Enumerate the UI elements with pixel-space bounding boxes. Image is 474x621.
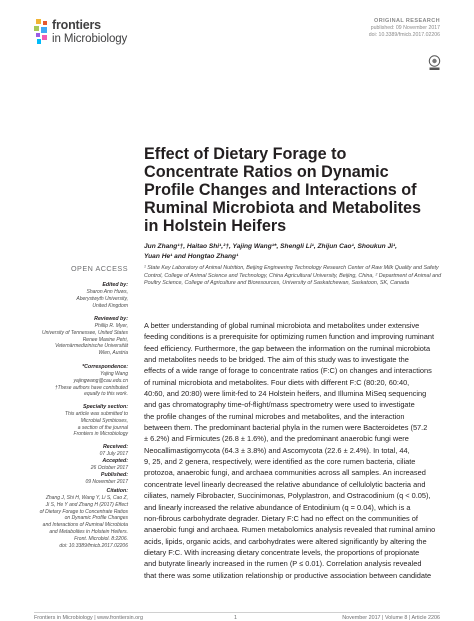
specialty-line: Microbial Symbioses,: [80, 417, 128, 424]
footer-page-number: 1: [234, 615, 237, 621]
citation-line: Zhang J, Shi H, Wang Y, Li S, Cao Z,: [45, 495, 128, 501]
correspondence-line: †These authors have contributed: [54, 384, 128, 391]
article-type: ORIGINAL RESEARCH: [374, 18, 440, 24]
footer-divider: [34, 612, 440, 613]
reviewed-by-block: [0, 316, 128, 357]
correspondence-label: *Correspondence:: [82, 364, 128, 370]
abstract: [144, 320, 444, 581]
open-access-label: OPEN ACCESS: [70, 264, 128, 273]
correspondence-line: Yajing Wang: [100, 371, 128, 377]
affiliation-line: Poultry Science, College of Agriculture and Bioresources, University of Saskatchewan, Saskatoon, SK, Canada: [144, 280, 409, 287]
edited-by-label: Edited by:: [102, 282, 128, 288]
received-date: 07 July 2017: [99, 451, 128, 457]
author-line: Yuan He¹ and Hongtao Zhang¹: [144, 253, 239, 260]
doi-link[interactable]: doi: 10.3389/fmicb.2017.02206: [368, 32, 440, 38]
specialty-line: Frontiers in Microbiology: [73, 431, 128, 438]
citation-line: and Metabolites in Holstein Heifers.: [49, 528, 128, 535]
citation-block: [0, 488, 128, 549]
affiliation-line: ¹ State Key Laboratory of Animal Nutrition, Beijing Engineering Technology Research Center of Raw Milk Quality and Safety: [144, 265, 439, 271]
abstract-line: effects of a wide range of forage to concentrate ratios (F:C) on changes and interactions: [144, 366, 432, 376]
reviewer-line: University of Tennessee, United States: [42, 329, 128, 336]
editor-line: Aberystwyth University,: [76, 295, 128, 302]
abstract-line: dietary F:C. With increasing dietary concentrate levels, the proportions of propionate: [144, 547, 420, 557]
editor-line: United Kingdom: [92, 302, 128, 309]
abstract-line: Neocallimastigomycota (64.3 ± 3.8%) and Ascomycota (22.6 ± 2.4%). In total, 44,: [144, 445, 410, 455]
frontiers-logo-icon: [34, 19, 50, 45]
abstract-line: and butyrate linearly increased in the rumen (P ≤ 0.01). Correlation analysis revealed: [144, 559, 422, 569]
abstract-line: non-fibrous carbohydrate degrader. Dietary F:C had no effect on the communities of: [144, 513, 418, 523]
affiliation-line: Control, College of Animal Science and Technology, China Agricultural University, Beijing, China, ² Department of Animal and: [144, 272, 442, 279]
check-for-updates-icon[interactable]: [428, 55, 441, 71]
abstract-line: and metabolites needs to be bridged. The aim of this study was to investigate the: [144, 355, 409, 365]
reviewer-line: Phillip R. Myer,: [94, 323, 128, 329]
correspondence-block: [0, 364, 128, 398]
dates-block: [0, 444, 128, 485]
abstract-line: ± 6.2%) and Firmicutes (26.8 ± 1.6%), and the predominant anaerobic fungi were: [144, 434, 409, 444]
specialty-line: a section of the journal: [77, 424, 128, 431]
abstract-line: 40:60, and 20:80) were limit-fed to 24 Holstein heifers, and Illumina MiSeq sequencing: [144, 389, 427, 399]
specialty-block: [0, 404, 128, 438]
reviewer-line: Renee Maxine Petri,: [82, 336, 128, 343]
reviewer-line: Wien, Austria: [98, 350, 128, 357]
abstract-line: that there was some utilization relationship or productive association between candidate: [144, 570, 432, 580]
title-line: Effect of Dietary Forage to: [144, 145, 347, 163]
citation-line: and Interactions of Ruminal Microbiota: [42, 522, 128, 529]
abstract-line: A better understanding of global ruminal microbiota and metabolites under extensive: [144, 321, 420, 330]
author-line: Jun Zhang¹†, Haitao Shi¹,²†, Yajing Wang¹*, Shengli Li¹, Zhijun Cao¹, Shoukun Ji¹,: [144, 243, 398, 250]
article-meta: [280, 18, 440, 39]
citation-line: Ji S, He Y and Zhang H (2017) Effect: [45, 501, 128, 508]
accepted-label: Accepted:: [102, 457, 128, 464]
logo-journal-name: in Microbiology: [52, 33, 128, 45]
affiliations: [144, 265, 444, 288]
abstract-line: between them. The predominant bacterial phyla in the rumen were Bacteroidetes (57.2: [144, 423, 428, 433]
abstract-line: acids, lipids, organic acids, and carbohydrates were altered significantly by altering the: [144, 536, 427, 546]
correspondence-line: equally to this work.: [84, 391, 128, 398]
abstract-line: feed efficiency. Furthermore, the gap between the information on the ruminal microbiota: [144, 343, 431, 353]
abstract-line: ciliates, namely Fibrobacter, Succinimonas, Polyplastron, and Ostracodinium (q < 0.05),: [144, 491, 431, 501]
author-list: [144, 242, 444, 262]
abstract-line: feeding conditions is a prerequisite for optimizing rumen function and improving ruminant: [144, 332, 435, 342]
reviewer-line: Veternärmedizinische Universität: [55, 343, 128, 350]
frontiers-logo[interactable]: [34, 16, 146, 50]
footer-journal-link[interactable]: Frontiers in Microbiology | www.frontiersin.org: [34, 615, 143, 621]
logo-wordmark: frontiers: [52, 18, 101, 32]
title-line: in Holstein Heifers: [144, 217, 287, 235]
footer-issue: November 2017 | Volume 8 | Article 2206: [342, 615, 440, 621]
abstract-line: anaerobic fungi and archaea. Rumen metabolomics analysis revealed that ruminal amino: [144, 525, 436, 535]
accepted-date: 26 October 2017: [90, 464, 128, 471]
abstract-line: of ruminal microbiota and metabolites. Four diets with different F:C (80:20, 60:40,: [144, 377, 410, 387]
abstract-line: protozoa, anaerobic fungi, and archaea communities across all samples. An increased: [144, 468, 426, 478]
abstract-line: the profile changes of the ruminal microbes and metabolites, and the interaction: [144, 411, 405, 421]
specialty-label: Specialty section:: [82, 404, 128, 410]
citation-line: on Dynamic Profile Changes: [64, 515, 128, 522]
citation-doi[interactable]: doi: 10.3389/fmicb.2017.02206: [59, 542, 128, 549]
abstract-line: and linearly increased the relative abundance of Entodinium (q = 0.04), which is a: [144, 502, 411, 512]
specialty-line: This article was submitted to: [64, 411, 128, 417]
citation-line: of Dietary Forage to Concentrate Ratios: [39, 508, 128, 515]
citation-label: Citation:: [106, 488, 128, 494]
citation-line: Front. Microbiol. 8:2206.: [74, 535, 128, 542]
published-date: published: 09 November 2017: [370, 25, 440, 31]
article-title: [144, 145, 444, 235]
title-line: Ruminal Microbiota and Metabolites: [144, 199, 422, 217]
editor-line: Sharon Ann Huws,: [86, 289, 128, 295]
title-line: Profile Changes and Interactions of: [144, 181, 417, 199]
abstract-line: concentrate level linearly decreased the relative abundance of cellulolytic bacteria and: [144, 479, 426, 489]
abstract-line: 9, 25, and 2 genera, respectively, were identified as the core rumen bacteria, ciliate: [144, 457, 416, 467]
published-label: Published:: [100, 471, 128, 478]
title-line: Concentrate Ratios on Dynamic: [144, 163, 389, 181]
published-date-sidebar: 09 November 2017: [85, 478, 128, 485]
edited-by-block: [0, 282, 128, 309]
received-label: Received:: [102, 444, 128, 450]
abstract-line: and gas chromatography time-of-flight/mass spectrometry were used to investigate: [144, 400, 415, 410]
reviewed-by-label: Reviewed by:: [94, 316, 128, 322]
correspondence-email[interactable]: yajingwang@cau.edu.cn: [73, 377, 128, 384]
